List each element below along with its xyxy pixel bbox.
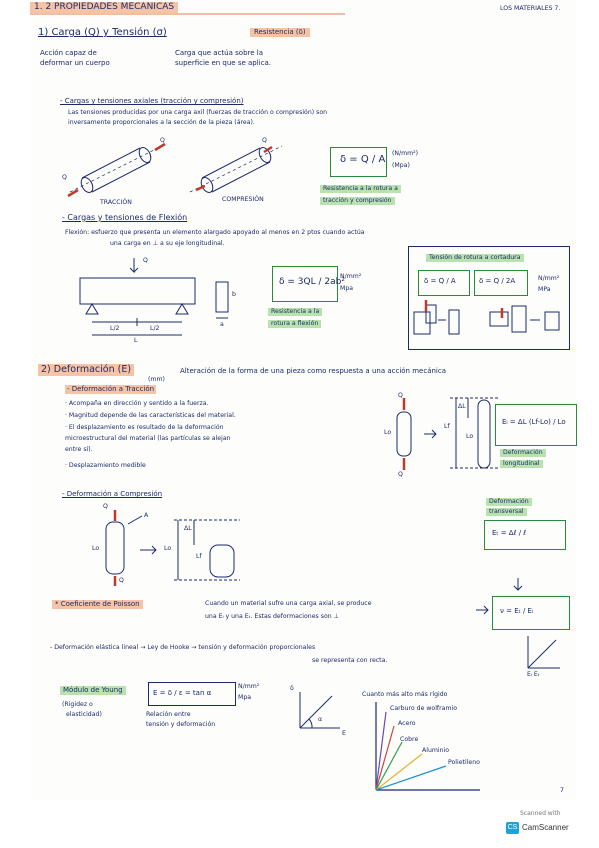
flexion-title: - Cargas y tensiones de Flexión <box>62 213 188 222</box>
page-title: 1. 2 PROPIEDADES MECANICAS <box>30 2 178 13</box>
young-note-1: Relación entre <box>146 711 191 718</box>
cortadura-units-1: N/mm² <box>538 275 560 282</box>
young-note-2: tensión y deformación <box>146 721 216 728</box>
q-label-traccion-right: Q <box>160 137 165 144</box>
cortadura-formula-2: δ = Q / 2A <box>479 277 516 285</box>
bullet-3b: microestructural del material (las partículas se alejan <box>65 435 231 442</box>
poisson-line-1: Cuando un material sufre una carga axial, se produce <box>205 600 372 607</box>
compresion-deformation-title: - Deformación a Compresión <box>62 490 163 498</box>
q-bottom-compresion: Q <box>119 577 124 584</box>
axial-units-1: (N/mm²) <box>392 150 419 157</box>
bullet-3: · El desplazamiento es resultado de la deformación <box>65 424 224 431</box>
flexion-units-1: N/mm² <box>340 273 362 280</box>
section-2-definition: Alteración de la forma de una pieza como respuesta a una acción mecánica <box>180 367 446 375</box>
trans-note-2: transversal <box>486 508 527 516</box>
material-polietileno: Polietileno <box>448 759 480 766</box>
lo-label-compresion-2: Lo <box>164 545 172 552</box>
young-graph-delta: δ <box>290 685 294 692</box>
et-formula: Eₜ = Δℓ / ℓ <box>492 529 527 537</box>
beam-l-label: L <box>134 337 138 344</box>
el-note-2: longitudinal <box>500 460 543 468</box>
camscanner-label: CamScanner <box>522 823 569 832</box>
axial-formula: δ = Q / A <box>340 154 386 165</box>
trans-note-1: Deformación <box>486 498 532 506</box>
bullet-1: · Acompaña en dirección y sentido a la fuerza. <box>65 400 209 407</box>
beam-q-label: Q <box>143 257 148 264</box>
young-sub-1: (Rigidez o <box>62 701 93 708</box>
units-mm: (mm) <box>148 376 165 383</box>
section-1-heading: 1) Carga (Q) y Tensión (σ) <box>38 27 167 38</box>
material-aluminio: Aluminio <box>422 747 450 754</box>
flexion-formula: δ = 3QL / 2ab² <box>279 277 345 287</box>
rigidity-title: Cuanto más alto más rígido <box>362 691 448 698</box>
beam-l2-right: L/2 <box>150 325 160 332</box>
scanned-with-label: Scanned with <box>520 810 561 817</box>
cortadura-formula-1: δ = Q / A <box>424 277 456 285</box>
hooke-line-2: se representa con recta. <box>312 657 388 664</box>
axial-note-2: tracción y compresión <box>320 197 395 205</box>
material-line-1 <box>376 726 394 790</box>
young-graph-alpha: α <box>318 716 323 723</box>
carga-definition-1: Acción capaz de <box>40 49 97 57</box>
hooke-line-1: - Deformación elástica lineal → Ley de Hooke → tensión y deformación proporcionales <box>50 644 316 651</box>
material-line-3 <box>376 754 422 790</box>
section-a-label: a <box>220 321 224 328</box>
bullet-4: · Desplazamiento medible <box>65 462 146 469</box>
lo-label-traccion: Lo <box>384 429 392 436</box>
flexion-line-1: Flexión: esfuerzo que presenta un elemento alargado apoyado al menos en 2 ptos cuando actúa <box>65 229 365 236</box>
young-units-1: N/mm² <box>238 683 260 690</box>
material-wolframio: Carburo de wolframio <box>390 705 457 712</box>
poisson-title: * Coeficiente de Poisson <box>52 600 143 609</box>
tension-definition-2: superficie en que se aplica. <box>175 59 271 67</box>
q-label-compresion: Q <box>262 137 267 144</box>
flexion-note-2: rotura a flexión <box>268 320 321 328</box>
hooke-axes-label: Eₗ Eₜ <box>527 671 540 678</box>
young-graph-e: E <box>342 730 346 737</box>
delta-l-label: ΔL <box>458 403 466 410</box>
flexion-note-1: Resistencia a la <box>268 308 322 316</box>
axiales-line-1: Las tensiones producidas por una carga axil (fuerzas de tracción o compresión) son <box>68 109 328 116</box>
young-formula: E = δ / ε = tan α <box>153 689 212 697</box>
beam-l2-left: L/2 <box>110 325 120 332</box>
material-acero: Acero <box>398 720 416 727</box>
chapter-label: LOS MATERIALES 7. <box>500 5 561 12</box>
lo-label-right: Lo <box>466 433 474 440</box>
axiales-line-2: inversamente proporcionales a la sección de la pieza (área). <box>68 119 255 126</box>
young-units-2: Mpa <box>238 694 252 701</box>
camscanner-logo-icon: CS <box>506 822 519 834</box>
axiales-title: - Cargas y tensiones axiales (tracción y compresión) <box>60 97 244 105</box>
section-2-heading: 2) Deformación (E) <box>38 364 134 376</box>
young-sub-2: elasticidad) <box>66 711 102 718</box>
section-b-label: b <box>232 291 236 298</box>
bullet-3c: entre sí). <box>65 446 93 453</box>
lf-compresion: Lf <box>196 553 202 560</box>
q-label-traccion: Q <box>62 174 67 181</box>
el-formula: Eₗ = ΔL (Lf-Lo) / Lo <box>502 418 566 426</box>
tension-definition-1: Carga que actúa sobre la <box>175 49 263 57</box>
compresion-label: COMPRESIÓN <box>222 196 264 203</box>
carga-definition-2: deformar un cuerpo <box>40 59 110 67</box>
axial-units-2: (Mpa) <box>392 162 410 169</box>
material-cobre: Cobre <box>400 736 419 743</box>
young-title: Módulo de Young <box>60 686 126 695</box>
cortadura-units-2: MPa <box>538 286 551 293</box>
traccion-label: TRACCIÓN <box>100 199 132 206</box>
resistance-label: Resistencia (δ) <box>250 28 310 37</box>
lf-label: Lf <box>444 423 450 430</box>
axial-note-1: Resistencia a la rotura a <box>320 185 401 193</box>
q-top-compresion: Q <box>103 503 108 510</box>
q-top-traccion: Q <box>398 392 403 399</box>
area-a-label: A <box>144 512 149 519</box>
lo-label-compresion: Lo <box>92 545 100 552</box>
cortadura-title: Tensión de rotura a cortadura <box>426 254 524 262</box>
flexion-units-2: Mpa <box>340 285 354 292</box>
poisson-formula: ν = Eₜ / Eₗ <box>500 607 534 615</box>
page-number: 7 <box>560 787 564 794</box>
flexion-line-2: una carga en ⊥ a su eje longitudinal. <box>110 240 225 247</box>
traccion-deformation-title: - Deformación a Tracción <box>67 385 155 393</box>
el-note-1: Deformación <box>500 449 546 457</box>
camscanner-watermark <box>504 811 588 841</box>
q-bottom-traccion: Q <box>398 471 403 478</box>
bullet-2: · Magnitud depende de las características del material. <box>65 412 236 419</box>
poisson-line-2: una Eₗ y una Eₜ. Estas deformaciones son ⊥ <box>205 613 340 620</box>
delta-l-compresion: ΔL <box>184 525 192 532</box>
material-line-0 <box>376 712 386 790</box>
